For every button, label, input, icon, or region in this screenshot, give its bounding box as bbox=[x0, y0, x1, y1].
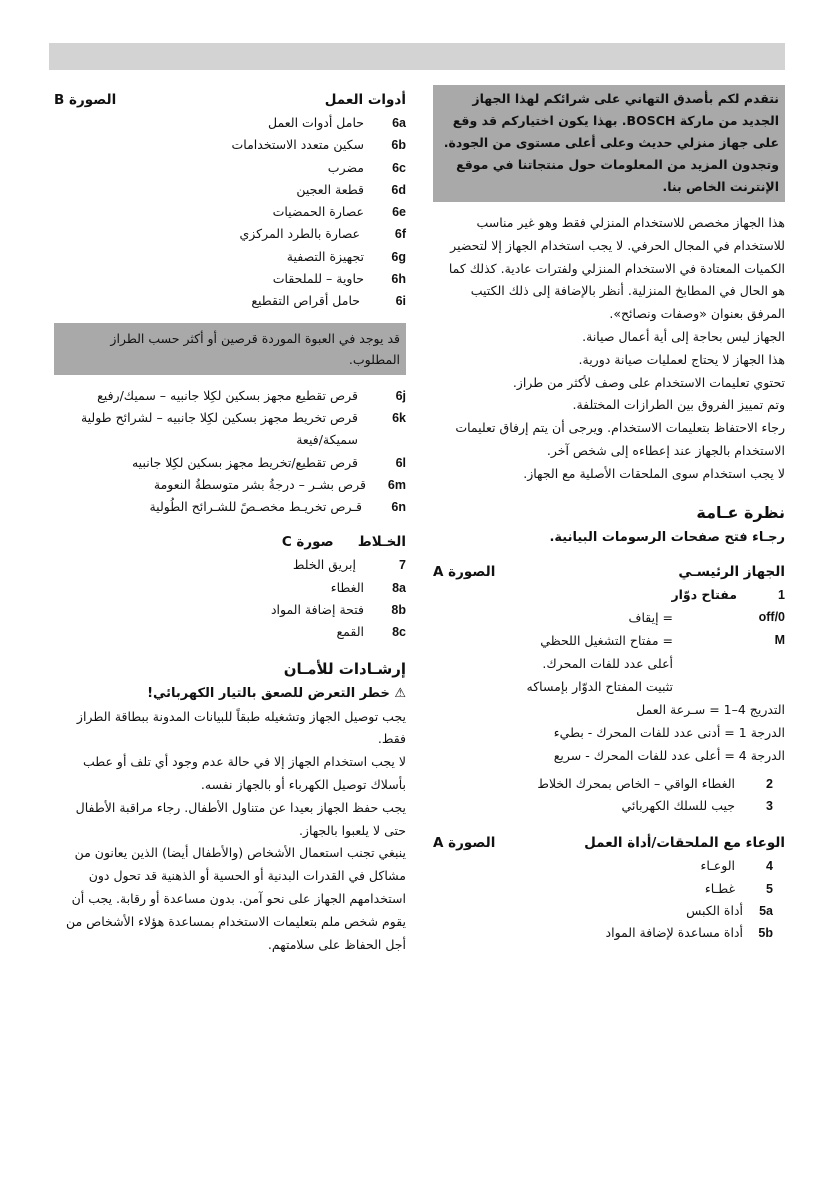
overview-subtitle: رجـاء فتح صفحات الرسومات البيانية. bbox=[549, 529, 785, 545]
safety-paragraph: يجب حفظ الجهاز بعيدا عن متناول الأطفال. رجاء مراقبة الأطفال حتى لا يلعبوا بالجهاز. bbox=[75, 799, 406, 838]
figure-label: الصورة B bbox=[54, 92, 117, 108]
header-bar bbox=[49, 43, 785, 70]
overview-title: نظرة عـامة bbox=[696, 502, 785, 522]
switch-row: M = مفتاح التشغيل اللحظي bbox=[540, 632, 785, 648]
list-item: 5b أداة مساعدة لإضافة المواد bbox=[605, 925, 773, 941]
maintenance-paragraph-2: هذا الجهاز لا يحتاج لعمليات صيانة دورية. bbox=[578, 351, 785, 367]
left-column bbox=[54, 88, 406, 956]
list-item: 6h حاوية – للملحقات bbox=[272, 271, 406, 287]
figure-label: صورة C bbox=[281, 534, 334, 551]
figure-label: الصورة A bbox=[433, 835, 496, 852]
intro-box: نتقدم لكم بأصدق التهاني على شرائكم لهذا الجهاز الجديد من ماركة BOSCH. بهذا يكون اختياركم قد وقع على جهاز منزلي حديث وعلى أعلى مستوى من الجودة. وتجدون المزيد من المعلومات حول منتجاتنا في موقع الإنترنت الخاص بنا. bbox=[433, 85, 785, 202]
accessories-paragraph: لا يجب استخدام سوى الملحقات الأصلية مع الجهاز. bbox=[523, 465, 785, 481]
list-item: 6j قرص تقطيع مجهز بسكين لكِلا جانبيه – سميك/رفيع bbox=[97, 387, 406, 403]
main-unit-title: الجهاز الرئيسـي bbox=[678, 563, 785, 580]
list-item: 5 غطـاء bbox=[704, 880, 773, 896]
bowl-heading bbox=[433, 831, 785, 855]
safety-paragraph: ينبغي تجنب استعمال الأشخاص (والأطفال أيضا) الذين يعانون من مشاكل في القدرات البدنية أو الحسية أو الذهنية قد تحول دون استخدامهم الجهاز على نحو آمن. بدون مساعدة أو رقابة. يجب أن يقوم شخص ملم بتعليمات الاستخدام بمساعدة هؤلاء الأشخاص من أجل الحفاظ على سلامتهم. bbox=[65, 845, 406, 952]
safety-title: إرشـادات للأمـان bbox=[283, 659, 406, 678]
list-item: 8a الغطاء bbox=[330, 579, 406, 595]
list-item: 6e عصارة الحمضيات bbox=[272, 204, 406, 220]
warning-heading: ⚠ خطر التعرض للصعق بالتيار الكهربائي! bbox=[147, 685, 406, 701]
list-item: 6f عصارة بالطرد المركزي bbox=[239, 226, 406, 242]
list-item: 4 الوعـاء bbox=[700, 858, 773, 874]
m-continuation: تثبيت المفتاح الدوّار بإمساكه bbox=[526, 678, 673, 694]
list-item: 6n قـرص تخريـط مخصـصً للشـرائح الطُولية bbox=[149, 499, 406, 515]
list-item: 6g تجهيزة التصفية bbox=[286, 248, 406, 264]
list-item: 6b سكين متعدد الاستخدامات bbox=[231, 137, 406, 153]
list-item: 6c مضرب bbox=[327, 159, 406, 175]
list-item: 5a أداة الكبس bbox=[686, 903, 773, 919]
keep-instructions-paragraph: رجاء الاحتفاظ بتعليمات الاستخدام. ويرجى أن يتم إرفاق تعليمات الاستخدام بالجهاز عند إعطاءه إلى شخص آخر. bbox=[455, 420, 785, 458]
list-item: 6a حامل أدوات العمل bbox=[268, 115, 406, 130]
figure-label: الصورة A bbox=[433, 563, 496, 580]
tools-heading bbox=[54, 88, 406, 112]
blender-heading bbox=[54, 530, 406, 554]
list-item: 7 إبريق الخلط bbox=[292, 557, 406, 573]
safety-paragraph: يجب توصيل الجهاز وتشغيله طبقاً للبيانات المدونة ببطاقة الطراز فقط. bbox=[76, 708, 406, 747]
speed-line: الدرجة 4 = أعلى عدد للفات المحرك - سريع bbox=[553, 747, 785, 763]
maintenance-paragraph: الجهاز ليس بحاجة إلى أية أعمال صيانة. bbox=[582, 328, 785, 344]
models-paragraph-2: وتم تمييز الفروق بين الطرازات المختلفة. bbox=[572, 397, 785, 413]
list-item: 6i حامل أقراص التقطيع bbox=[251, 293, 406, 309]
m-continuation: أعلى عدد للفات المحرك. bbox=[542, 655, 673, 671]
speed-line: التدريج 4–1 = سـرعة العمل bbox=[636, 701, 785, 717]
list-item: 3 جيب للسلك الكهربائي bbox=[621, 798, 773, 814]
main-unit-heading bbox=[433, 560, 785, 584]
switch-row: off/0 = إيقاف bbox=[628, 609, 785, 625]
bowl-title: الوعاء مع الملحقات/أداة العمل bbox=[584, 835, 785, 852]
list-item: 2 الغطاء الواقي – الخاص بمحرك الخلاط bbox=[537, 775, 773, 791]
list-item: 6k قرص تخريط مجهز بسكين لكِلا جانبيه – لشرائح طولية سميكة/فيعة bbox=[80, 409, 406, 448]
blender-title: الخـلاط bbox=[357, 534, 406, 551]
tools-title: أدوات العمل bbox=[324, 92, 406, 108]
list-item: 6l قرص تقطيع/تخريط مجهز بسكين لكِلا جانبيه bbox=[131, 454, 406, 470]
list-item: 8b فتحة إضافة المواد bbox=[270, 602, 406, 618]
speed-line: الدرجة 1 = أدنى عدد للفات المحرك - بطيء bbox=[553, 724, 785, 740]
usage-paragraph: هذا الجهاز مخصص للاستخدام المنزلي فقط وهو غير مناسب للاستخدام في المجال الحرفي. لا يجب استخدام الجهاز إلا لتحضير الكميات المعتادة في الاستخدام المنزلي ولفترات عادية. كذلك كما هو الحال في المطابخ المنزلية. أنظر بالإضافة إلى ذلك الكتيب المرفق بعنوان «وصفات ونصائح». bbox=[448, 215, 785, 322]
warning-triangle-icon: ⚠ bbox=[394, 685, 406, 701]
list-item: 8c القمع bbox=[336, 624, 406, 640]
list-item: 1 مفتاح دوّار bbox=[671, 586, 785, 602]
list-item: 6d قطعة العجين bbox=[296, 181, 406, 197]
right-column bbox=[433, 85, 785, 945]
safety-paragraph: لا يجب استخدام الجهاز إلا في حالة عدم وجود أي تلف أو عطب بأسلاك توصيل الكهرباء أو بالجهاز نفسه. bbox=[82, 754, 406, 793]
note-box: قد يوجد في العبوة الموردة قرصين أو أكثر حسب الطراز المطلوب. bbox=[54, 323, 406, 375]
models-paragraph: تحتوي تعليمات الاستخدام على وصف لأكثر من طراز. bbox=[512, 374, 785, 390]
list-item: 6m قرص بشـر – درجةُ بشر متوسطةُ النعومة bbox=[153, 476, 406, 492]
